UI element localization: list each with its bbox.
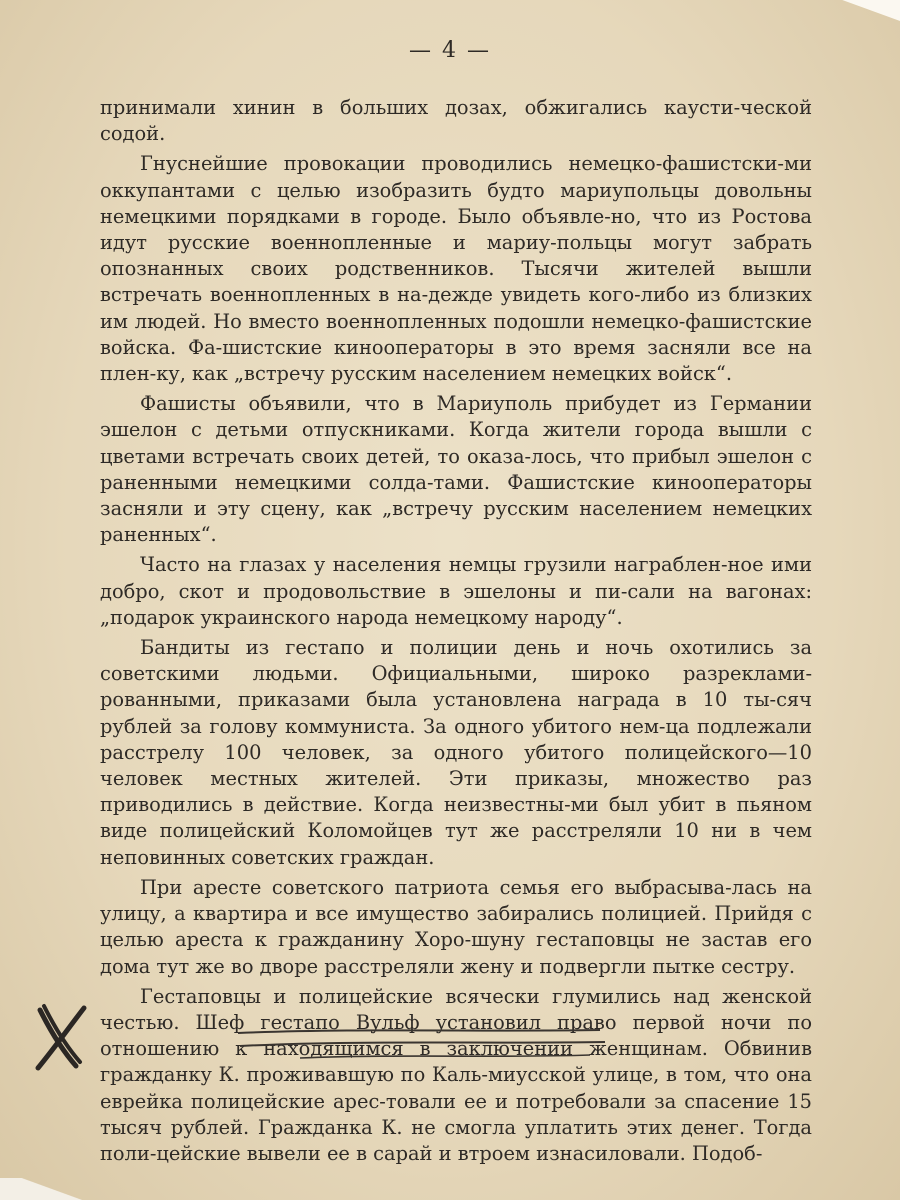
paragraph: Гестаповцы и полицейские всячески глумились над женской честью. Шеф гестапо Вульф установил право первой ночи по отношению к находящимся в заключении женщинам. Обвинив гражданку К. проживавшую по Каль-миусской улице, в том, что она еврейка полицейские арес-товали ее и потребовали за спасение 15 тысяч рублей. Гражданка К. не смогла уплатить этих денег. Тогда поли-цейские вывели ее в сарай и втроем изнасиловали. Подоб- <box>100 984 812 1165</box>
pencil-x-mark-icon <box>32 1002 92 1072</box>
paragraph: Гнуснейшие провокации проводились немецко-фашистски-ми оккупантами с целью изобразить будто мариупольцы довольны немецкими порядками в городе. Было объявле-но, что из Ростова идут русские военнопленные и мариу-польцы могут забрать опознанных своих родственников. Тысячи жителей вышли встречать военнопленных в на-дежде увидеть кого-либо из близких им людей. Но вместо военнопленных подошли немецко-фашистские войска. Фа-шистские кинооператоры в это время засняли все на плен-ку, как „встречу русским населением немецких войск“. <box>100 152 812 386</box>
paragraph: Часто на глазах у населения немцы грузили награблен-ное ими добро, скот и продовольствие в эшелоны и пи-сали на вагонах: „подарок украинского народа немецкому народу“. <box>100 553 812 629</box>
torn-corner-bottom <box>0 1178 120 1200</box>
torn-corner-top <box>840 0 900 30</box>
paragraph: Бандиты из гестапо и полиции день и ночь охотились за советскими людьми. Официальными, широко разреклами-рованными, приказами была установлена награда в 10 ты-сяч рублей за голову коммуниста. За одного убитого нем-ца подлежали расстрелу 100 человек, за одного убитого полицейского—10 человек местных жителей. Эти приказы, множество раз приводились в действие. Когда неизвестны-ми был убит в пьяном виде полицейский Коломойцев тут же расстреляли 10 ни в чем неповинных советских граждан. <box>100 636 812 869</box>
paragraph: При аресте советского патриота семья его выбрасыва-лась на улицу, а квартира и все имущество забирались полицией. Прийдя с целью ареста к гражданину Хоро-шуну гестаповцы не застав его дома тут же во дворе расстреляли жену и подвергли пытке сестру. <box>100 875 812 978</box>
page-number: — 4 — <box>409 38 491 63</box>
paragraph: Фашисты объявили, что в Мариуполь прибудет из Германии эшелон с детьми отпускниками. Когда жители города вышли с цветами встречать своих детей, то оказа-лось, что прибыл эшелон с раненными немецкими солда-тами. Фашистские кинооператоры засняли и эту сцену, как „встречу русским населением немецких раненных“. <box>100 392 812 547</box>
paragraph: принимали хинин в больших дозах, обжигались каусти-ческой содой. <box>100 96 812 146</box>
document-body <box>100 95 812 1171</box>
